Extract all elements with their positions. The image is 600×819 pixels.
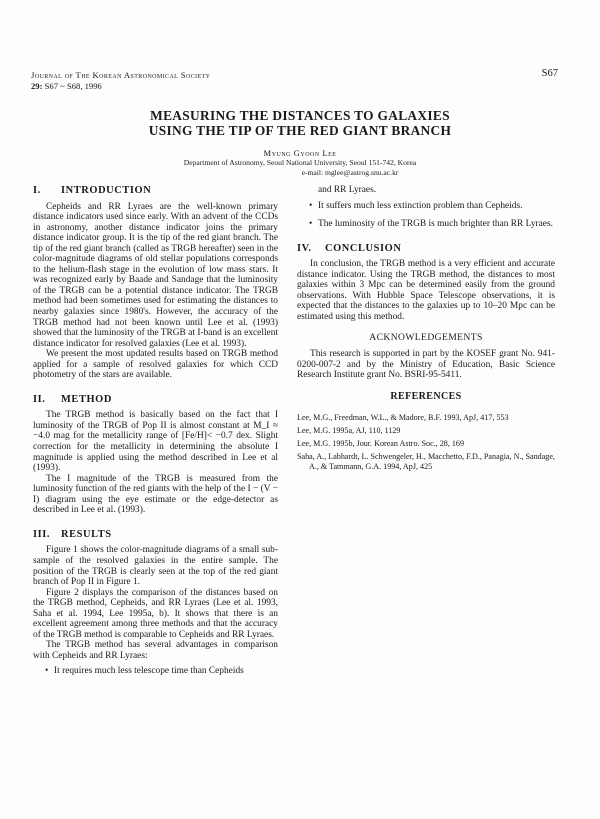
left-column (33, 186, 278, 677)
section-heading-introduction: I. INTRODUCTION (33, 185, 152, 196)
page-number: S67 (541, 68, 558, 79)
journal-volume (31, 81, 210, 92)
advantages-list-continued (297, 201, 555, 230)
advantage-item-1-continued: and RR Lyraes. (318, 185, 377, 195)
reference-item: Lee, M.G., Freedman, W.L., & Madore, B.F. 1993, ApJ, 417, 553 (297, 413, 509, 423)
advantage-item-1: • It requires much less telescope time than Cepheids (33, 666, 278, 677)
paper-title (0, 108, 600, 138)
author-name: Myung Gyoon Lee (263, 148, 337, 158)
conclusion-paragraph: In conclusion, the TRGB method is a very efficient and accurate distance indicator. Using the TRGB method, the distances to most galaxies within 3 Mpc can be determined easily from the ground observations. With Hubble Space Telescope observations, it is expected that the distances to the galaxies up to 10–20 Mpc can be estimated using this method. (297, 259, 555, 322)
intro-paragraph-2: We present the most updated results based on TRGB method applied for a sample of resolved galaxies for which CCD photometry of the stars are available. (33, 349, 278, 381)
advantages-list (33, 666, 278, 677)
title-line-2: USING THE TIP OF THE RED GIANT BRANCH (148, 123, 452, 138)
acknowledgements-heading: ACKNOWLEDGEMENTS (369, 332, 483, 344)
references-heading: REFERENCES (390, 390, 462, 402)
references-list (297, 413, 555, 472)
results-paragraph-2: Figure 2 displays the comparison of the distances based on the TRGB method, Cepheids, and RR Lyraes (Lee et al. 1993, Saha et al. 1994, Lee 1995a, b). It shows that there is an excellent agreement among three methods and that the accuracy of the TRGB method is comparable to Cepheids and RR Lyraes. (33, 587, 278, 640)
author-email: e-mail: mglee@astrog.snu.ac.kr (301, 167, 399, 177)
results-paragraph-3: The TRGB method has several advantages in comparison with Cepheids and RR Lyraes: (33, 640, 278, 661)
method-paragraph-2: The I magnitude of the TRGB is measured from the luminosity function of the red giants with the help of the I − (V − I) diagram using the eye estimate or the edge-detector as described in Lee et al. (1993). (33, 473, 278, 516)
results-paragraph-1: Figure 1 shows the color-magnitude diagrams of a small sub-sample of the resolved galaxies in the entire sample. The position of the TRGB is clearly seen at the top of the red giant branch of Pop II in Figure 1. (33, 545, 278, 588)
journal-header (31, 70, 210, 92)
advantage-item-2: • It suffers much less extinction problem than Cepheids. (297, 201, 555, 212)
title-line-1: MEASURING THE DISTANCES TO GALAXIES (150, 108, 450, 123)
advantage-item-3: • The luminosity of the TRGB is much brighter than RR Lyraes. (297, 219, 555, 230)
acknowledgements-text: This research is supported in part by the KOSEF grant No. 941-0200-007-2 and by the Ministry of Education, Basic Science Research Institute grant No. BSRI-95-5411. (297, 349, 555, 381)
section-heading-results: III. RESULTS (33, 528, 112, 540)
author-affiliation-block (0, 158, 600, 177)
reference-item: Lee, M.G. 1995b, Jour. Korean Astro. Soc., 28, 169 (297, 439, 465, 449)
method-paragraph-1: The TRGB method is basically based on the fact that I luminosity of the TRGB of Pop II is almost constant at M_I ≈ −4.0 mag for the metallicity range of [Fe/H]< −0.7 dex. Slight correction for the metallicity in determining the absolute I magnitude is applied using the method described in Lee et al (1993). (33, 410, 278, 474)
section-heading-conclusion: IV. CONCLUSION (297, 242, 402, 254)
page-range: S67 ~ S68, 1996 (44, 81, 102, 91)
right-column (297, 185, 555, 475)
reference-item: Saha, A., Labhardt, L. Schwengeler, H., Macchetto, F.D., Panagia, N., Sandage, A., & Tammann, G.A. 1994, ApJ, 425 (297, 452, 555, 472)
section-heading-method: II. METHOD (33, 393, 112, 405)
volume-number: 29: (31, 81, 43, 91)
intro-paragraph-1: Cepheids and RR Lyraes are the well-known primary distance indicators used since early. With an advent of the CCDs in astronomy, another distance indicator joins the primary distance indicator group. It is the tip of the red giant branch. The tip of the red giant branch (called as TRGB hereafter) seen in the color-magnitude diagrams of old stellar populations corresponds to the helium-flash stage in the evolution of low mass stars. It was recognized early by Baade and Sandage that the luminosity of the TRGB can be a potential distance indicator. The TRGB method had been sometimes used for estimating the distances to nearby galaxies since 1980's. However, the accuracy of the TRGB method had not been known until Lee et al. (1993) showed that the luminosity of the TRGB at I-band is an excellent distance indicator for resolved galaxies (Lee et al. 1993). (33, 201, 278, 349)
affiliation: Department of Astronomy, Seoul National University, Seoul 151-742, Korea (183, 158, 417, 167)
reference-item: Lee, M.G. 1995a, AJ, 110, 1129 (297, 426, 401, 436)
journal-name: Journal of The Korean Astronomical Society (31, 70, 211, 80)
